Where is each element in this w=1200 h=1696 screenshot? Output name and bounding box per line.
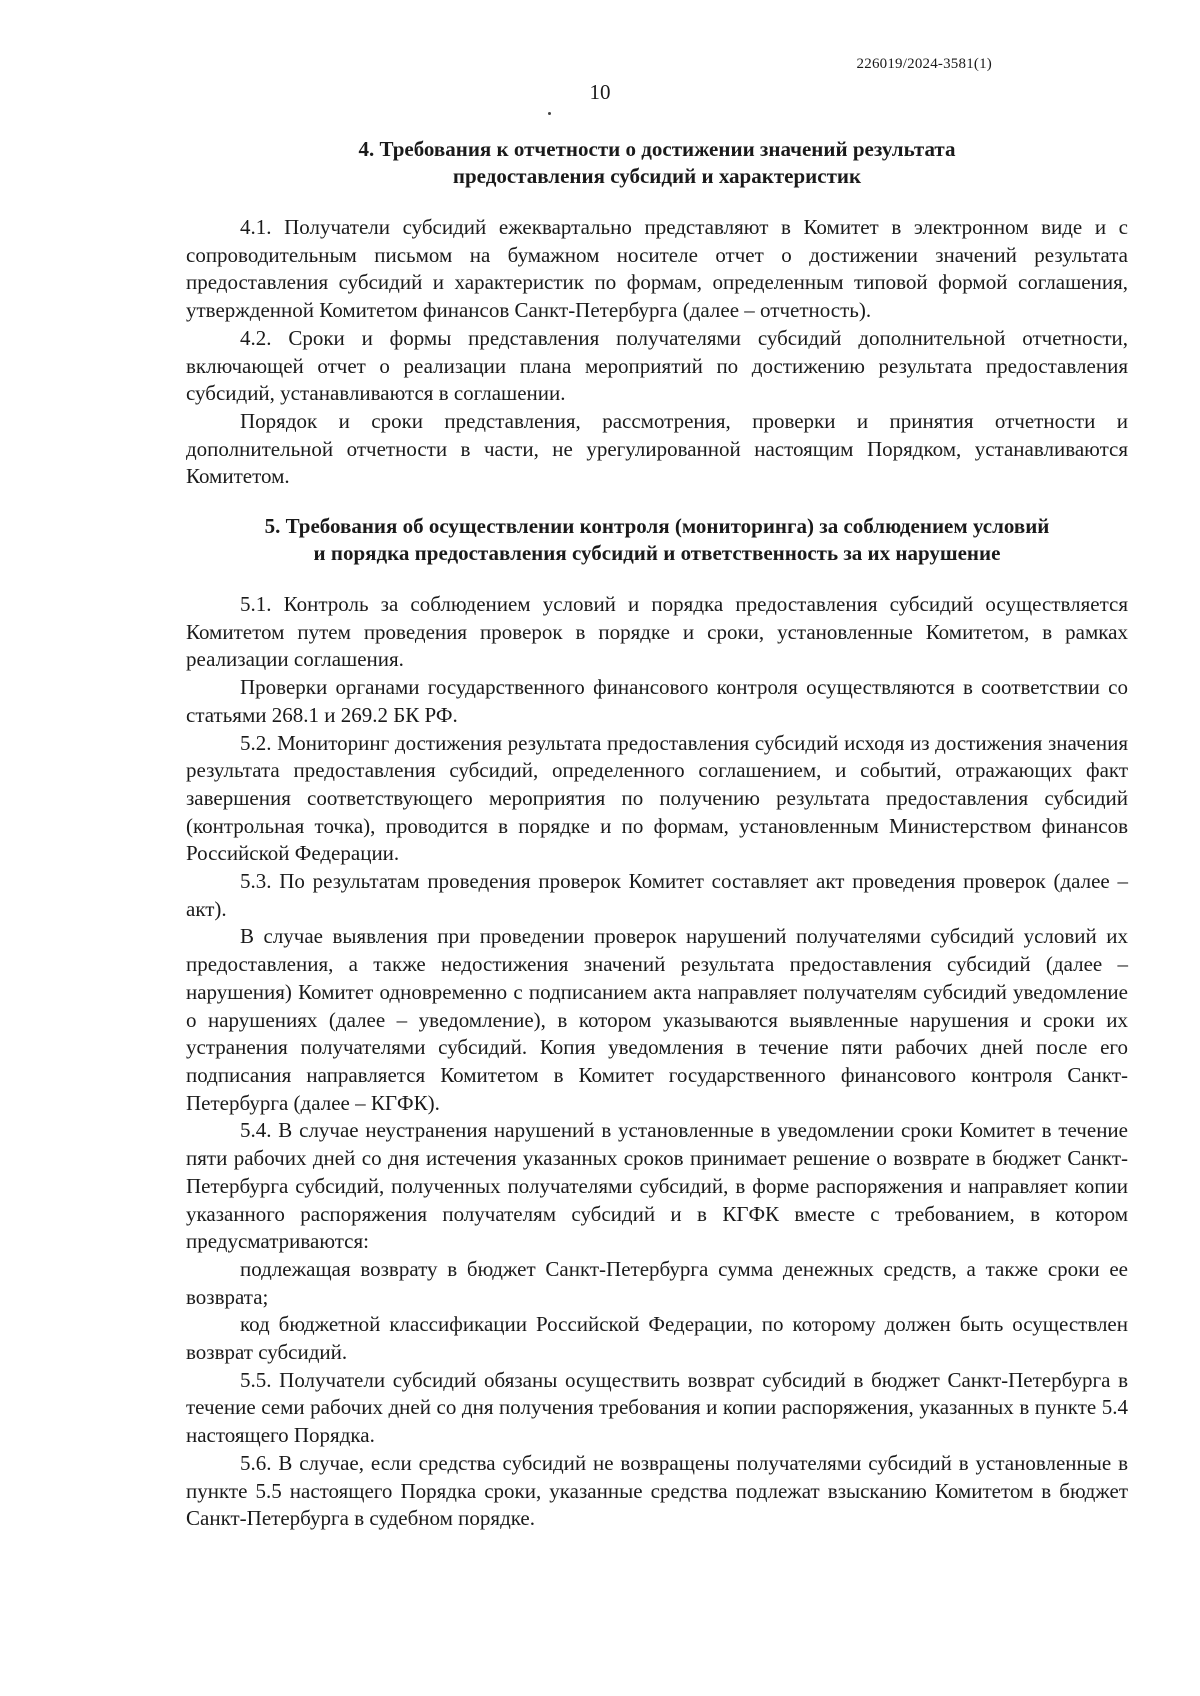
paragraph-5-4-amount: подлежащая возврату в бюджет Санкт-Петербурга сумма денежных средств, а также сроки ее возврата; <box>186 1256 1128 1309</box>
section-5-title-line-2: и порядка предоставления субсидий и ответственность за их нарушение <box>313 541 1001 566</box>
paragraph-4-2: 4.2. Сроки и формы представления получателями субсидий дополнительной отчетности, включающей отчет о реализации плана мероприятий по достижению результата предоставления субсидий, устанавливаются в соглашении. <box>186 325 1128 406</box>
paragraph-5-3: 5.3. По результатам проведения проверок Комитет составляет акт проведения проверок (далее – акт). <box>186 869 1128 921</box>
document-id: 226019/2024-3581(1) <box>856 56 992 72</box>
section-4-title-line-1: 4. Требования к отчетности о достижении значений результата <box>358 137 956 161</box>
section-4-title <box>186 136 1128 190</box>
section-5-title <box>186 513 1128 567</box>
paragraph-5-3-violations: В случае выявления при проведении проверок нарушений получателями субсидий условий их предоставления, а также недостижения значений результата предоставления субсидий (далее – нарушения) Комитет одновременно с подписанием акта направляет получателям субсидий уведомление о нарушениях (далее – уведомление), в котором указываются выявленные нарушения и сроки их устранения получателями субсидий. Копия уведомления в течение пяти рабочих дней после его подписания направляется Комитетом в Комитет государственного финансового контроля Санкт-Петербурга (далее – КГФК). <box>186 924 1128 1115</box>
paragraph-5-1-checks: Проверки органами государственного финансового контроля осуществляются в соответствии со статьями 268.1 и 269.2 БК РФ. <box>186 675 1128 727</box>
paragraph-4-2-order: Порядок и сроки представления, рассмотрения, проверки и принятия отчетности и дополнительной отчетности в части, не урегулированной настоящим Порядком, устанавливаются Комитетом. <box>186 408 1128 489</box>
document-body <box>186 136 1128 1533</box>
paragraph-5-4: 5.4. В случае неустранения нарушений в установленные в уведомлении сроки Комитет в течение пяти рабочих дней со дня истечения указанных сроков принимает решение о возврате в бюджет Санкт-Петербурга субсидий, полученных получателями субсидий, в форме распоряжения и направляет копии указанного распоряжения получателям субсидий и в КГФК вместе с требованием, в котором предусматриваются: <box>186 1118 1128 1254</box>
paragraph-5-6: 5.6. В случае, если средства субсидий не возвращены получателями субсидий в установленные в пункте 5.5 настоящего Порядка сроки, указанные средства подлежат взысканию Комитетом в бюджет Санкт-Петербурга в судебном порядке. <box>186 1450 1128 1531</box>
paragraph-5-2: 5.2. Мониторинг достижения результата предоставления субсидий исходя из достижения значения результата предоставления субсидий, определенного соглашением, и событий, отражающих факт завершения соответствующего мероприятия по получению результата предоставления субсидий (контрольная точка), проводится в порядке и по формам, установленным Министерством финансов Российской Федерации. <box>186 730 1128 866</box>
section-5-title-line-1: 5. Требования об осуществлении контроля (мониторинга) за соблюдением условий <box>264 514 1050 539</box>
section-4-title-line-2: предоставления субсидий и характеристик <box>452 164 862 188</box>
paragraph-5-1: 5.1. Контроль за соблюдением условий и порядка предоставления субсидий осуществляется Комитетом путем проведения проверок в порядке и сроки, установленные Комитетом, в рамках реализации соглашения. <box>186 592 1128 672</box>
paragraph-5-4-code: код бюджетной классификации Российской Федерации, по которому должен быть осуществлен возврат субсидий. <box>186 1312 1128 1365</box>
paragraph-4-1: 4.1. Получатели субсидий ежеквартально представляют в Комитет в электронном виде и с сопроводительным письмом на бумажном носителе отчет о достижении значений результата предоставления субсидий и характеристик по формам, определенным типовой формой соглашения, утвержденной Комитетом финансов Санкт-Петербурга (далее – отчетность). <box>186 215 1128 323</box>
scan-speck <box>548 112 551 115</box>
paragraph-5-5: 5.5. Получатели субсидий обязаны осуществить возврат субсидий в бюджет Санкт-Петербурга в течение семи рабочих дней со дня получения требования и копии распоряжения, указанных в пункте 5.4 настоящего Порядка. <box>186 1367 1128 1448</box>
page-number: 10 <box>589 80 611 104</box>
